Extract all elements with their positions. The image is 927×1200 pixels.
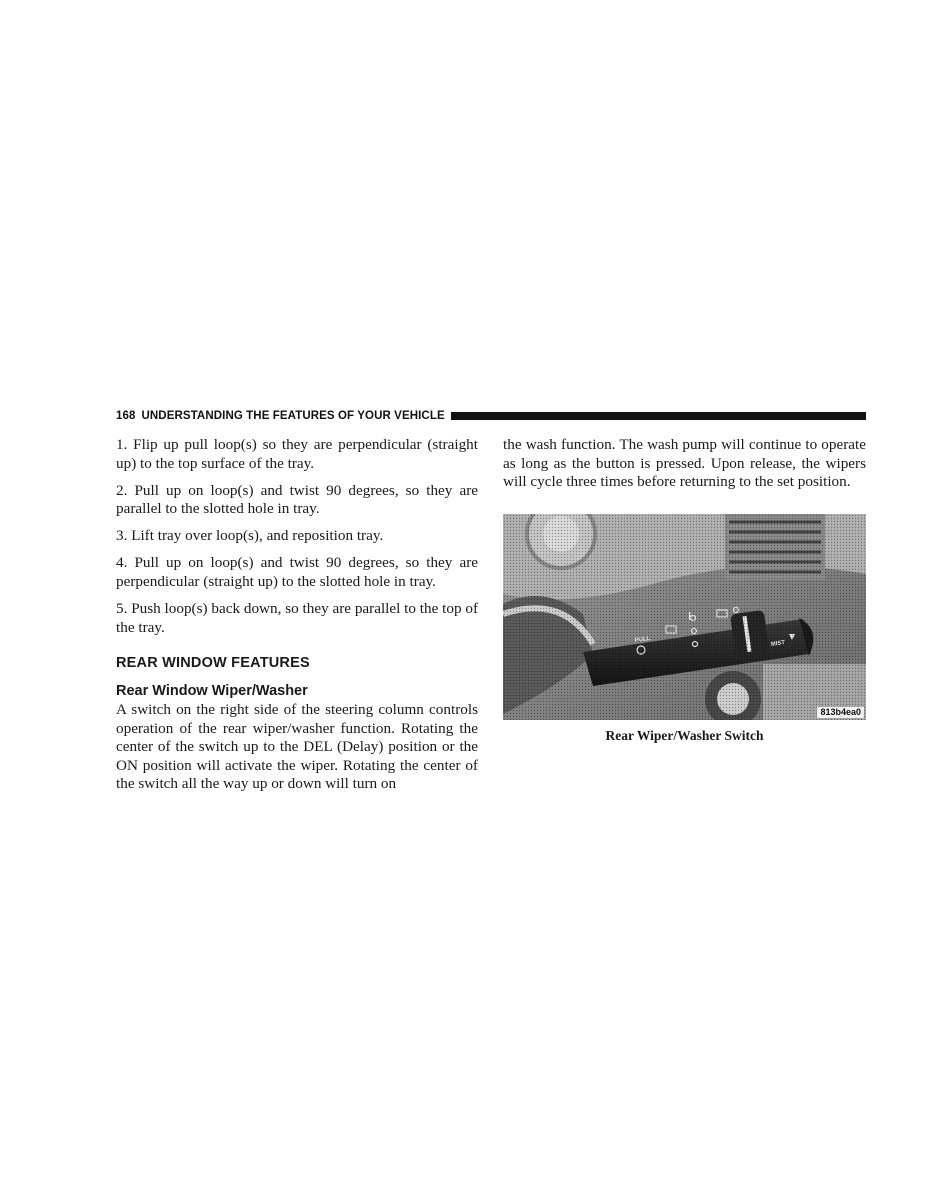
photo-illustration [503,514,866,720]
page-number: 168 [116,410,136,422]
running-header [116,408,866,424]
image-code: 813b4ea0 [817,707,864,718]
header-title: UNDERSTANDING THE FEATURES OF YOUR VEHICLE [141,410,445,422]
header-text [116,410,445,422]
subsection-heading: Rear Window Wiper/Washer [116,682,308,699]
step-1: 1. Flip up pull loop(s) so they are perpendicular (straight up) to the top surface of the tray. [116,436,478,472]
section-heading: REAR WINDOW FEATURES [116,655,310,672]
figure-caption: Rear Wiper/Washer Switch [605,728,764,743]
step-4: 4. Pull up on loop(s) and twist 90 degrees, so they are perpendicular (straight up) to the slotted hole in tray. [116,554,478,591]
wiper-switch-photo [503,514,866,720]
left-column [116,436,478,802]
right-column [503,436,866,492]
step-2: 2. Pull up on loop(s) and twist 90 degrees, so they are parallel to the slotted hole in tray. [116,481,478,518]
step-5: 5. Push loop(s) back down, so they are parallel to the top of the tray. [116,600,478,636]
wash-body-text: the wash function. The wash pump will continue to operate as long as the button is pressed. Upon release, the wipers will cycle three times before returning to the set position. [503,436,866,491]
wiper-body-text: A switch on the right side of the steering column controls operation of the rear wiper/washer function. Rotating the center of the switch up to the DEL (Delay) position or the ON position will activate the wiper. Rotating the center of the switch all the way up or down will turn on [116,700,478,793]
step-3: 3. Lift tray over loop(s), and reposition tray. [116,527,384,545]
header-rule [451,412,866,420]
